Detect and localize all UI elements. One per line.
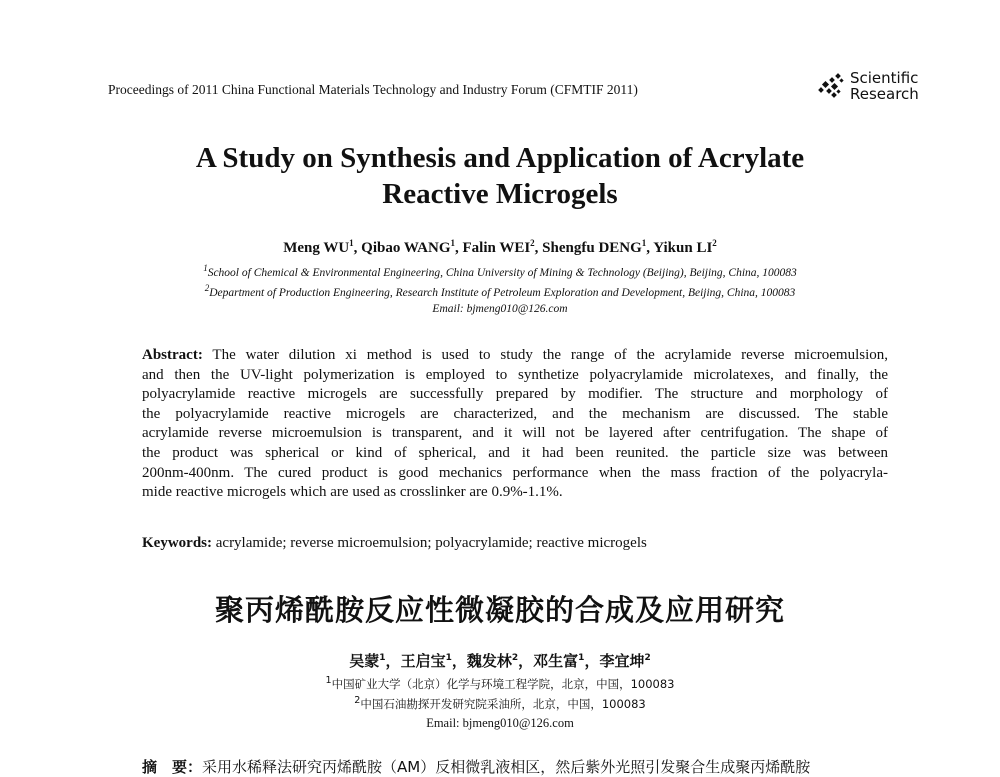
abstract-label: Abstract: (142, 347, 203, 363)
author-affiliation-number: 2 (712, 238, 717, 248)
author-affiliation-number: 1 (445, 653, 452, 663)
affiliation-2 (0, 283, 1000, 299)
author-affiliation-number: 2 (511, 653, 519, 663)
affiliation-1 (0, 263, 1000, 279)
affiliation-number: 1 (325, 675, 332, 686)
affiliation-number: 1 (203, 263, 208, 273)
abstract-line-text: 200nm-400nm. The cured product is good mechanics performance when the mass fraction of the polyacryla- (142, 464, 888, 481)
abstract-line (142, 346, 888, 366)
abstract (142, 346, 888, 503)
author-separator: , (534, 240, 543, 256)
affiliation-number: 2 (354, 695, 361, 706)
title-line-1: A Study on Synthesis and Application of Acrylate (195, 142, 805, 174)
abstract-line (142, 424, 888, 444)
author-name: Falin WEI (462, 240, 531, 256)
author-list (0, 238, 1000, 257)
author-name: Yikun LI (653, 240, 713, 256)
abstract-line-text: acrylamide reverse microemulsion is transparent, and it will not be layered after centrifugation. The shape of (142, 425, 888, 442)
logo-text-research: Research (850, 85, 919, 103)
author-separator: , (455, 240, 463, 256)
author-separator: , (353, 240, 362, 256)
abstract-line-text: the polyacrylamide reactive microgels are characterized, and the mechanism are discussed. The stable (142, 405, 888, 422)
author-affiliation-number: 1 (379, 653, 386, 663)
chinese-abstract-text: 采用水稀释法研究丙烯酰胺（AM）反相微乳液相区，然后紫外光照引发聚合生成聚丙烯酰胺 (202, 758, 811, 776)
author-separator: ， (451, 652, 467, 670)
chinese-title: 聚丙烯酰胺反应性微凝胶的合成及应用研究 (214, 593, 785, 627)
author-name: 吴蒙 (349, 652, 380, 670)
publisher-logo (818, 70, 919, 102)
running-head: Proceedings of 2011 China Functional Materials Technology and Industry Forum (CFMTIF 2011) (108, 82, 638, 97)
author-separator: ， (385, 652, 401, 670)
keywords-label: Keywords: (142, 535, 212, 551)
author-affiliation-number: 2 (530, 238, 535, 248)
author-affiliation-number: 1 (641, 238, 647, 248)
abstract-line (142, 385, 888, 405)
abstract-line (142, 444, 888, 464)
affiliation-text: Department of Production Engineering, Research Institute of Petroleum Exploration and Development, Beijing, China, 100083 (209, 286, 796, 299)
abstract-line (142, 366, 888, 386)
chinese-affiliation-1 (0, 675, 1000, 692)
author-separator: ， (584, 652, 600, 670)
author-name: 李宜坤 (599, 652, 645, 670)
author-email: Email: bjmeng010@126.com (432, 303, 568, 315)
chinese-email: Email: bjmeng010@126.com (426, 716, 574, 730)
chinese-affiliation-2 (0, 695, 1000, 712)
paper-title (0, 140, 1000, 212)
abstract-line-text: mide reactive microgels which are used as crosslinker are 0.9%-1.1%. (142, 484, 563, 501)
author-separator: , (646, 240, 654, 256)
author-name: Qibao WANG (361, 240, 451, 256)
author-name: 邓生富 (533, 652, 579, 670)
abstract-line-text: polyacrylamide reactive microgels are successfully prepared by modifier. The structure and morphology of (142, 386, 888, 403)
author-affiliation-number: 1 (349, 238, 354, 248)
abstract-line-text: the product was spherical or kind of spherical, and it had been reunited. the particle size was between (142, 444, 888, 461)
chinese-abstract (142, 756, 810, 777)
author-affiliation-number: 1 (578, 653, 585, 663)
author-name: Shengfu DENG (542, 240, 642, 256)
author-affiliation-number: 2 (644, 653, 651, 663)
author-name: Meng WU (283, 240, 350, 256)
author-separator: ， (518, 652, 534, 670)
abstract-line-text: and then the UV-light polymerization is employed to synthetize polyacrylamide microlatexes, and finally, the (142, 366, 888, 383)
title-line-2: Reactive Microgels (382, 178, 618, 210)
author-name: 魏发林 (466, 652, 512, 670)
diamond-dots-icon (818, 73, 846, 99)
logo-text-scientific: Scientific (850, 69, 919, 87)
affiliation-text: School of Chemical & Environmental Engineering, China University of Mining & Technology (Beijing), Beijing, China, 100083 (207, 266, 797, 279)
abstract-line (142, 405, 888, 425)
author-affiliation-number: 1 (450, 238, 455, 248)
abstract-line (142, 464, 888, 484)
affiliation-text: 中国矿业大学（北京）化学与环境工程学院，北京，中国，100083 (331, 676, 675, 691)
chinese-author-list (0, 650, 1000, 671)
keywords-text: acrylamide; reverse microemulsion; polyacrylamide; reactive microgels (212, 535, 647, 551)
abstract-line-text: The water dilution xi method is used to study the range of the acrylamide reverse microemulsion, (202, 347, 888, 363)
author-name: 王启宝 (400, 652, 446, 670)
keywords (142, 535, 647, 552)
abstract-line (142, 483, 888, 503)
affiliation-text: 中国石油勘探开发研究院采油所，北京，中国，100083 (360, 696, 646, 711)
affiliation-number: 2 (204, 283, 210, 293)
chinese-abstract-label: 摘 要： (142, 758, 203, 776)
